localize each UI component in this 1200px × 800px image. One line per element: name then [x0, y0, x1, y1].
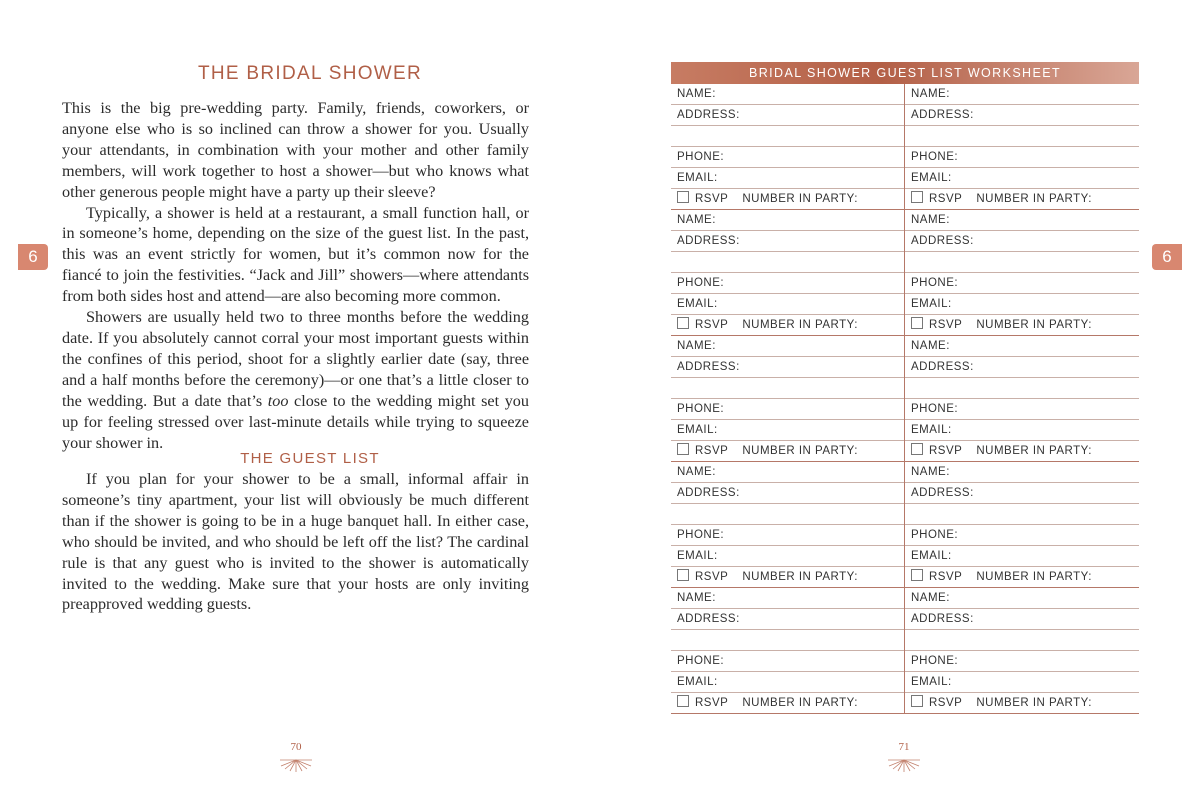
rsvp-line[interactable]: [671, 567, 904, 588]
guest-entry: [671, 462, 905, 588]
name-field[interactable]: [671, 336, 904, 357]
rsvp-checkbox[interactable]: [677, 317, 689, 329]
address-field[interactable]: [905, 483, 1139, 504]
name-field[interactable]: [905, 336, 1139, 357]
name-field[interactable]: [905, 588, 1139, 609]
address-label: ADDRESS:: [911, 613, 974, 625]
body-text-guest-list: [62, 469, 529, 615]
address-field[interactable]: [671, 483, 904, 504]
name-field[interactable]: [905, 210, 1139, 231]
address-line-blank[interactable]: [671, 252, 904, 273]
name-field[interactable]: [671, 588, 904, 609]
phone-field[interactable]: [905, 147, 1139, 168]
rsvp-line[interactable]: [671, 693, 904, 714]
guest-entry: [671, 336, 905, 462]
phone-field[interactable]: [671, 525, 904, 546]
body-text-intro: [62, 98, 529, 453]
chapter-tab: 6: [1152, 244, 1182, 270]
rsvp-label: RSVP: [695, 319, 729, 331]
name-label: NAME:: [677, 592, 716, 604]
rsvp-label: RSVP: [929, 697, 963, 709]
number-in-party-label: NUMBER IN PARTY:: [976, 193, 1092, 205]
number-in-party-label: NUMBER IN PARTY:: [976, 571, 1092, 583]
guest-entry: [905, 588, 1139, 714]
phone-label: PHONE:: [911, 529, 959, 541]
address-field[interactable]: [905, 105, 1139, 126]
guest-entry: [671, 84, 905, 210]
address-line-blank[interactable]: [905, 252, 1139, 273]
rsvp-line[interactable]: [905, 441, 1139, 462]
rsvp-checkbox[interactable]: [911, 191, 923, 203]
guest-entry: [905, 84, 1139, 210]
email-field[interactable]: [905, 420, 1139, 441]
rsvp-label: RSVP: [929, 571, 963, 583]
phone-label: PHONE:: [677, 655, 725, 667]
rsvp-line[interactable]: [905, 315, 1139, 336]
number-in-party-label: NUMBER IN PARTY:: [742, 319, 858, 331]
name-label: NAME:: [911, 214, 950, 226]
rsvp-checkbox[interactable]: [911, 317, 923, 329]
rsvp-label: RSVP: [695, 193, 729, 205]
rsvp-label: RSVP: [929, 445, 963, 457]
address-label: ADDRESS:: [677, 487, 740, 499]
paragraph: Typically, a shower is held at a restaurant, a small function hall, or in someone’s home, depending on the size of the guest list. In the past, this was an event strictly for women, but it’s common now for the fiancé to join the festivities. “Jack and Jill” showers—where attendants from both sides host and attend—are also becoming more common.: [62, 203, 529, 306]
address-field[interactable]: [671, 105, 904, 126]
phone-field[interactable]: [905, 399, 1139, 420]
address-label: ADDRESS:: [911, 235, 974, 247]
phone-field[interactable]: [905, 651, 1139, 672]
email-field[interactable]: [671, 420, 904, 441]
address-label: ADDRESS:: [677, 361, 740, 373]
guest-entry-row: [671, 210, 1139, 336]
phone-field[interactable]: [671, 147, 904, 168]
email-label: EMAIL:: [911, 172, 952, 184]
number-in-party-label: NUMBER IN PARTY:: [976, 319, 1092, 331]
section-heading: THE GUEST LIST: [240, 450, 380, 467]
email-label: EMAIL:: [911, 550, 952, 562]
guest-entry-row: [671, 462, 1139, 588]
guest-entry: [671, 210, 905, 336]
email-field[interactable]: [905, 294, 1139, 315]
phone-label: PHONE:: [911, 151, 959, 163]
paragraph: Showers are usually held two to three months before the wedding date. If you absolutely cannot corral your most important guests within the confines of this period, shoot for a slightly earlier date (say, three and a half months before the ceremony)—or one that’s a little closer to the wedding. But a date that’s too close to the wedding might set you up for feeling stressed over last-minute details while trying to squeeze your shower in.: [62, 308, 529, 452]
number-in-party-label: NUMBER IN PARTY:: [742, 571, 858, 583]
address-line-blank[interactable]: [905, 126, 1139, 147]
name-field[interactable]: [905, 462, 1139, 483]
page-title: THE BRIDAL SHOWER: [197, 63, 423, 84]
phone-field[interactable]: [905, 273, 1139, 294]
number-in-party-label: NUMBER IN PARTY:: [976, 445, 1092, 457]
guest-list-worksheet: [671, 62, 1139, 714]
number-in-party-label: NUMBER IN PARTY:: [742, 697, 858, 709]
phone-label: PHONE:: [677, 151, 725, 163]
phone-label: PHONE:: [911, 655, 959, 667]
phone-field[interactable]: [905, 525, 1139, 546]
name-label: NAME:: [911, 340, 950, 352]
number-in-party-label: NUMBER IN PARTY:: [742, 193, 858, 205]
rsvp-label: RSVP: [695, 697, 729, 709]
rsvp-line[interactable]: [905, 189, 1139, 210]
phone-field[interactable]: [671, 651, 904, 672]
number-in-party-label: NUMBER IN PARTY:: [742, 445, 858, 457]
page-number: 71: [898, 741, 910, 753]
email-field[interactable]: [671, 546, 904, 567]
rsvp-checkbox[interactable]: [911, 569, 923, 581]
email-label: EMAIL:: [911, 424, 952, 436]
name-label: NAME:: [911, 592, 950, 604]
name-label: NAME:: [677, 340, 716, 352]
address-line-blank[interactable]: [671, 378, 904, 399]
sunburst-ornament-icon: [278, 758, 314, 774]
guest-entry-row: [671, 84, 1139, 210]
address-line-blank[interactable]: [905, 378, 1139, 399]
email-field[interactable]: [671, 168, 904, 189]
guest-entry: [671, 588, 905, 714]
name-field[interactable]: [671, 462, 904, 483]
address-field[interactable]: [671, 609, 904, 630]
address-label: ADDRESS:: [677, 235, 740, 247]
guest-entry-row: [671, 588, 1139, 714]
rsvp-checkbox[interactable]: [677, 443, 689, 455]
email-label: EMAIL:: [677, 424, 718, 436]
rsvp-line[interactable]: [905, 567, 1139, 588]
rsvp-line[interactable]: [671, 441, 904, 462]
rsvp-checkbox[interactable]: [677, 569, 689, 581]
number-in-party-label: NUMBER IN PARTY:: [976, 697, 1092, 709]
email-label: EMAIL:: [911, 298, 952, 310]
name-label: NAME:: [911, 88, 950, 100]
email-label: EMAIL:: [677, 298, 718, 310]
address-label: ADDRESS:: [911, 361, 974, 373]
worksheet-rows: [671, 84, 1139, 714]
phone-label: PHONE:: [677, 277, 725, 289]
rsvp-checkbox[interactable]: [677, 695, 689, 707]
address-line-blank[interactable]: [671, 630, 904, 651]
email-field[interactable]: [671, 672, 904, 693]
guest-entry: [905, 210, 1139, 336]
address-line-blank[interactable]: [671, 126, 904, 147]
address-line-blank[interactable]: [905, 630, 1139, 651]
email-field[interactable]: [671, 294, 904, 315]
phone-field[interactable]: [671, 273, 904, 294]
name-label: NAME:: [677, 466, 716, 478]
phone-label: PHONE:: [677, 403, 725, 415]
name-label: NAME:: [677, 214, 716, 226]
chapter-tab: 6: [18, 244, 48, 270]
rsvp-line[interactable]: [671, 189, 904, 210]
paragraph: This is the big pre-wedding party. Family, friends, coworkers, or anyone else who is so inclined can throw a shower for you. Usually your attendants, in combination with your mother and other family members, will work together to host a shower—but who knows what other generous people might have a party up their sleeve?: [62, 99, 529, 201]
paragraph: If you plan for your shower to be a small, informal affair in someone’s tiny apartment, your list will obviously be much different than if the shower is going to be in a huge banquet hall. In either case, who should be invited, and who should be left off the list? The cardinal rule is that any guest who is invited to the shower is automatically invited to the wedding. Make sure that your hosts are only inviting preapproved wedding guests.: [62, 470, 529, 614]
worksheet-title: BRIDAL SHOWER GUEST LIST WORKSHEET: [671, 62, 1139, 84]
address-field[interactable]: [671, 231, 904, 252]
address-field[interactable]: [671, 357, 904, 378]
email-field[interactable]: [905, 672, 1139, 693]
name-field[interactable]: [671, 84, 904, 105]
address-label: ADDRESS:: [677, 613, 740, 625]
rsvp-checkbox[interactable]: [911, 695, 923, 707]
rsvp-line[interactable]: [671, 315, 904, 336]
rsvp-label: RSVP: [929, 319, 963, 331]
rsvp-label: RSVP: [695, 571, 729, 583]
email-label: EMAIL:: [677, 676, 718, 688]
address-label: ADDRESS:: [911, 109, 974, 121]
email-label: EMAIL:: [911, 676, 952, 688]
right-page: [600, 0, 1200, 800]
guest-entry: [905, 462, 1139, 588]
name-label: NAME:: [677, 88, 716, 100]
guest-entry-row: [671, 336, 1139, 462]
phone-label: PHONE:: [911, 403, 959, 415]
phone-field[interactable]: [671, 399, 904, 420]
address-label: ADDRESS:: [911, 487, 974, 499]
phone-label: PHONE:: [677, 529, 725, 541]
email-field[interactable]: [905, 546, 1139, 567]
rsvp-label: RSVP: [695, 445, 729, 457]
phone-label: PHONE:: [911, 277, 959, 289]
guest-entry: [905, 336, 1139, 462]
sunburst-ornament-icon: [886, 758, 922, 774]
address-line-blank[interactable]: [671, 504, 904, 525]
rsvp-line[interactable]: [905, 693, 1139, 714]
email-label: EMAIL:: [677, 550, 718, 562]
name-field[interactable]: [905, 84, 1139, 105]
rsvp-label: RSVP: [929, 193, 963, 205]
name-label: NAME:: [911, 466, 950, 478]
email-field[interactable]: [905, 168, 1139, 189]
page-number: 70: [290, 741, 302, 753]
address-label: ADDRESS:: [677, 109, 740, 121]
rsvp-checkbox[interactable]: [911, 443, 923, 455]
address-line-blank[interactable]: [905, 504, 1139, 525]
address-field[interactable]: [905, 357, 1139, 378]
address-field[interactable]: [905, 609, 1139, 630]
address-field[interactable]: [905, 231, 1139, 252]
name-field[interactable]: [671, 210, 904, 231]
email-label: EMAIL:: [677, 172, 718, 184]
rsvp-checkbox[interactable]: [677, 191, 689, 203]
